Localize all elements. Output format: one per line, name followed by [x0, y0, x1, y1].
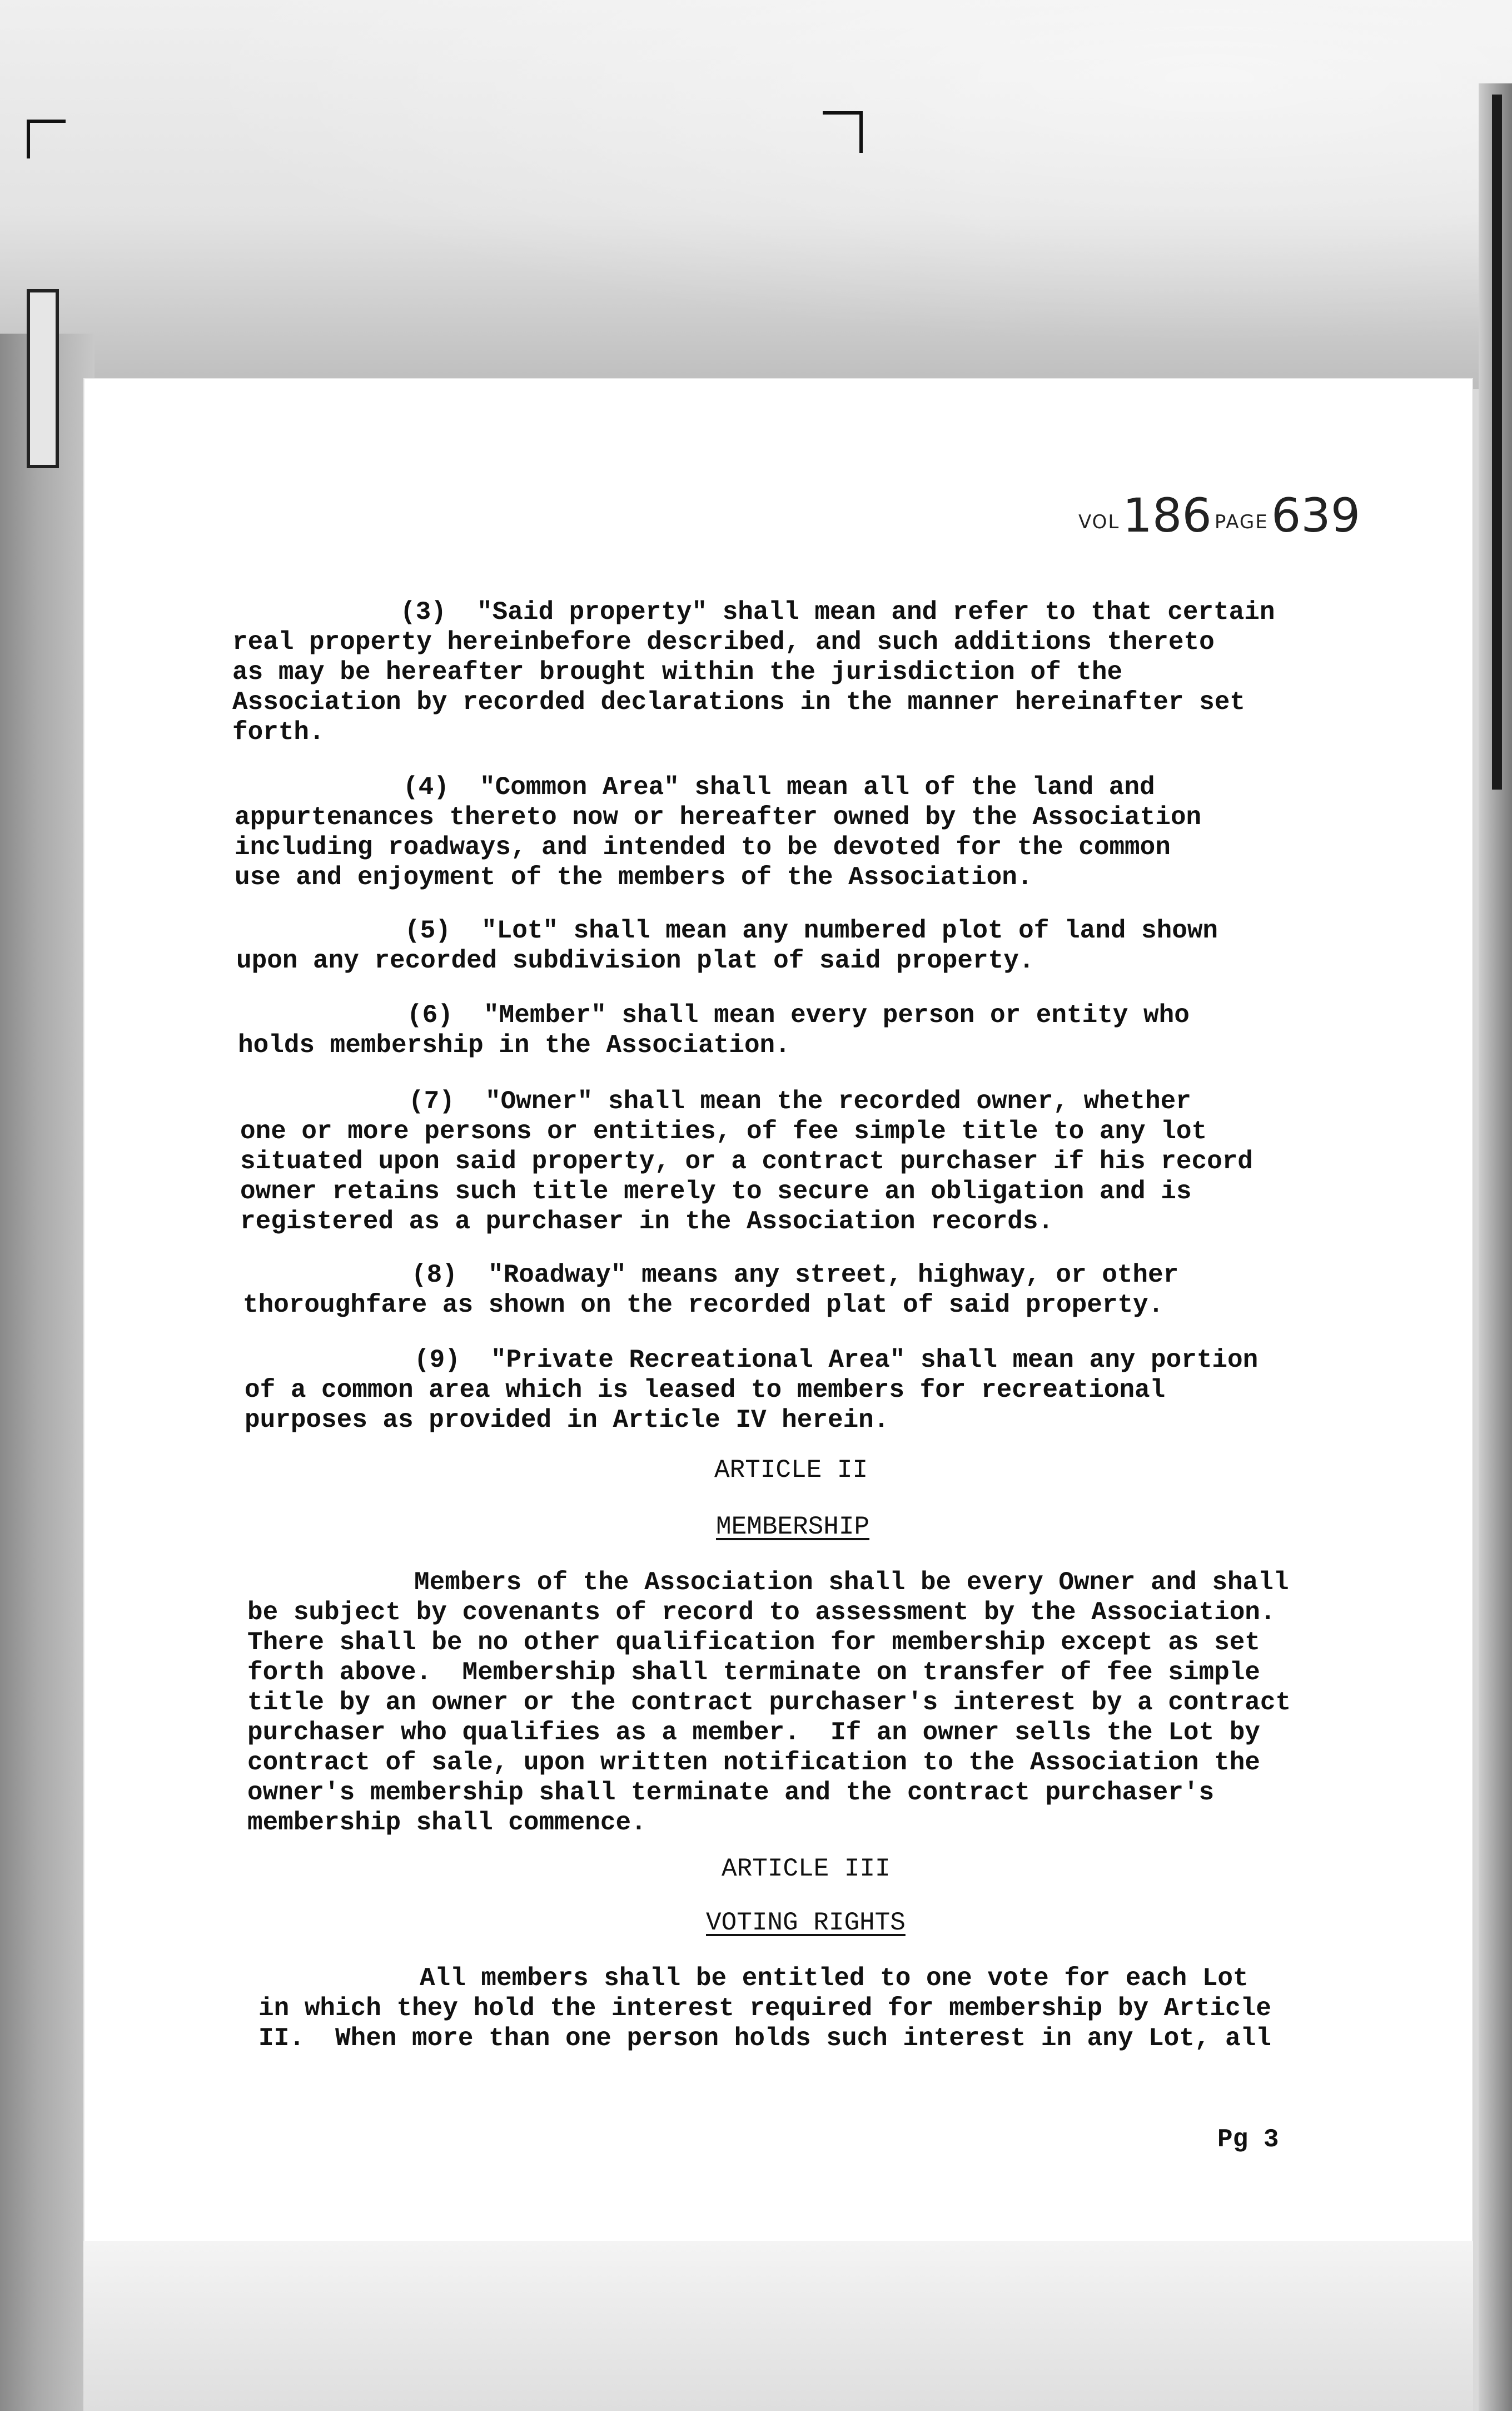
registration-box: [27, 289, 59, 468]
text-line: forth above. Membership shall terminate on transfer of fee simple: [247, 1658, 1260, 1687]
scan-background-left: [0, 334, 94, 2411]
text-line: use and enjoyment of the members of the Association.: [235, 863, 1033, 892]
text-line: holds membership in the Association.: [238, 1031, 790, 1060]
text-line: thoroughfare as shown on the recorded plat of said property.: [243, 1291, 1164, 1319]
text-line: All members shall be entitled to one vote for each Lot: [420, 1964, 1249, 1993]
text-line: registered as a purchaser in the Association records.: [240, 1207, 1054, 1236]
text-line: as may be hereafter brought within the jurisdiction of the: [232, 658, 1123, 687]
text-line: one or more persons or entities, of fee simple title to any lot: [240, 1117, 1207, 1146]
text-line: be subject by covenants of record to assessment by the Association.: [247, 1598, 1276, 1627]
scan-edge-bar: [1492, 95, 1502, 790]
text-line: (4) "Common Area" shall mean all of the land and: [403, 773, 1155, 802]
text-line: There shall be no other qualification for membership except as set: [247, 1628, 1260, 1657]
text-line: purposes as provided in Article IV herein.: [245, 1406, 889, 1435]
article-2-heading: ARTICLE II: [714, 1456, 868, 1485]
text-line: purchaser who qualifies as a member. If an owner sells the Lot by: [247, 1718, 1260, 1747]
text-line: including roadways, and intended to be devoted for the common: [235, 833, 1171, 862]
text-line: (5) "Lot" shall mean any numbered plot of land shown: [405, 916, 1218, 945]
article-3-heading: ARTICLE III: [722, 1854, 891, 1883]
text-line: in which they hold the interest required for membership by Article: [258, 1994, 1271, 2023]
text-line: owner's membership shall terminate and the contract purchaser's: [247, 1778, 1215, 1807]
text-line: of a common area which is leased to members for recreational: [245, 1376, 1166, 1405]
page-number: 639: [1271, 488, 1361, 543]
text-line: owner retains such title merely to secure an obligation and is: [240, 1177, 1192, 1206]
crop-mark-center-horizontal: [823, 111, 863, 115]
text-line: contract of sale, upon written notification to the Association the: [247, 1748, 1260, 1777]
article-3-subheading: VOTING RIGHTS: [706, 1908, 906, 1937]
text-line: membership shall commence.: [247, 1808, 646, 1837]
text-line: (6) "Member" shall mean every person or entity who: [407, 1001, 1190, 1030]
text-line: (3) "Said property" shall mean and refer to that certain: [400, 598, 1275, 627]
text-line: II. When more than one person holds such interest in any Lot, all: [258, 2024, 1271, 2053]
text-line: upon any recorded subdivision plat of said property.: [236, 946, 1034, 975]
text-line: (8) "Roadway" means any street, highway, or other: [411, 1261, 1179, 1289]
crop-mark-left-horizontal: [27, 120, 66, 123]
text-line: (7) "Owner" shall mean the recorded owner, whether: [409, 1087, 1191, 1116]
crop-mark-center-vertical: [859, 111, 863, 153]
text-line: appurtenances thereto now or hereafter owned by the Association: [235, 803, 1202, 832]
crop-mark-left-vertical: [27, 120, 30, 158]
text-line: title by an owner or the contract purchaser's interest by a contract: [247, 1688, 1291, 1717]
volume-page-stamp: [1078, 488, 1360, 543]
text-line: Association by recorded declarations in the manner hereinafter set: [232, 688, 1245, 717]
text-line: (9) "Private Recreational Area" shall mean any portion: [414, 1346, 1259, 1375]
text-line: real property hereinbefore described, and such additions thereto: [232, 628, 1215, 657]
page-label: PAGE: [1214, 511, 1269, 533]
vol-label: VOL: [1078, 511, 1120, 533]
vol-number: 186: [1122, 488, 1212, 543]
scan-background-top: [0, 0, 1512, 389]
article-2-subheading: MEMBERSHIP: [716, 1512, 870, 1541]
page-bottom-edge: [83, 2241, 1473, 2411]
text-line: Members of the Association shall be every Owner and shall: [414, 1568, 1289, 1597]
text-line: forth.: [232, 718, 325, 747]
page-footer: Pg 3: [1217, 2125, 1279, 2154]
text-line: situated upon said property, or a contract purchaser if his record: [240, 1147, 1253, 1176]
